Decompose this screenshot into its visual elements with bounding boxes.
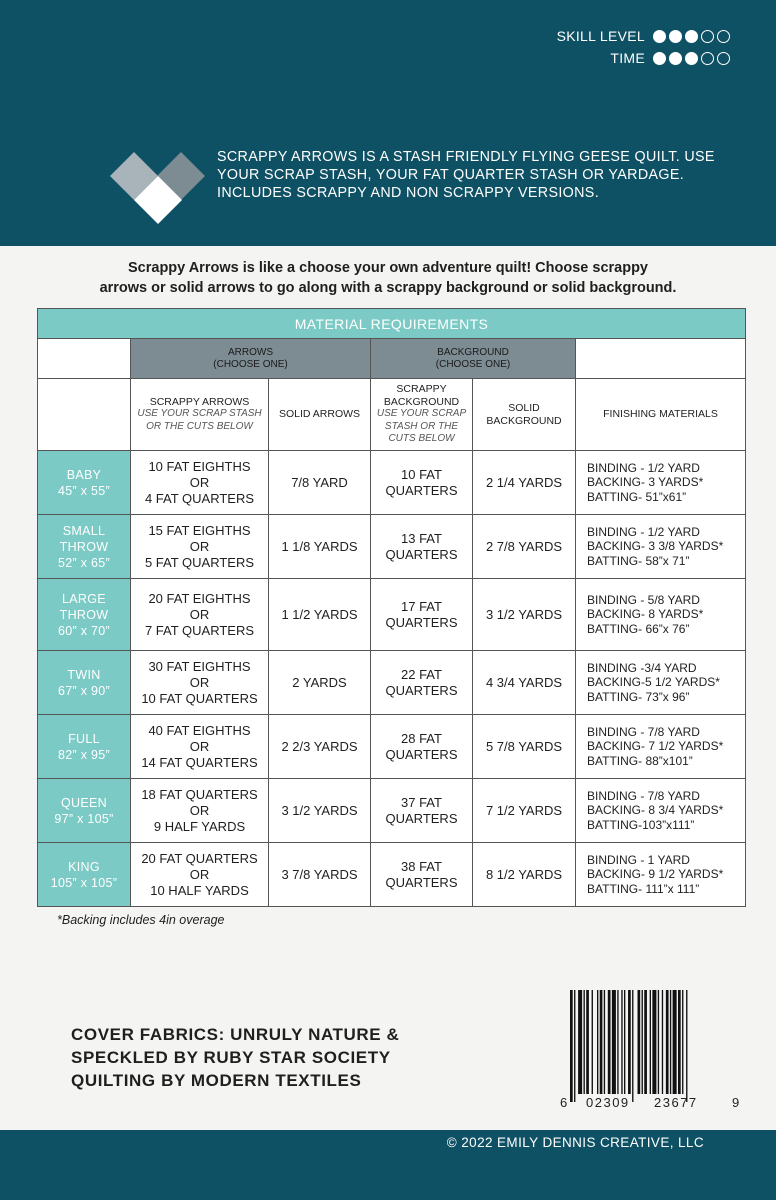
footer-banner [0, 1130, 776, 1200]
scrappy-arrows-cell-line: 14 FAT QUARTERS [141, 754, 258, 770]
finishing-materials-cell-line: BATTING- 111”x 111” [587, 881, 700, 896]
skill-dot-filled-icon [653, 30, 666, 43]
empty-cell [38, 339, 131, 379]
barcode-bar [662, 990, 663, 1094]
quilt-size-cell-line: SMALL [62, 523, 106, 538]
scrappy-arrows-cell-line: 30 FAT EIGHTHS [148, 658, 251, 674]
barcode-bar [673, 990, 677, 1094]
barcode-bar [586, 990, 589, 1094]
scrappy-arrows-cell [131, 843, 269, 907]
scrappy-background-cell-line: QUARTERS [385, 482, 458, 498]
barcode-bar [608, 990, 611, 1094]
scrappy-arrows-cell [131, 779, 269, 843]
finishing-materials-cell-line: BACKING- 8 3/4 YARDS* [587, 803, 724, 818]
finishing-materials-cell [576, 579, 746, 651]
skill-dot-filled-icon [669, 30, 682, 43]
copyright-text: © 2022 EMILY DENNIS CREATIVE, LLC [446, 1135, 704, 1150]
level-indicators [557, 26, 730, 70]
finishing-materials-cell [576, 843, 746, 907]
intro-line: arrows or solid arrows to go along with a scrappy background or solid background. [99, 280, 677, 296]
barcode-bar [621, 990, 622, 1094]
time-dot-empty-icon [701, 52, 714, 65]
time-row [557, 48, 730, 68]
scrappy-background-cell [371, 843, 473, 907]
description-line: SCRAPPY ARROWS IS A STASH FRIENDLY FLYING GEESE QUILT. USE [217, 149, 715, 165]
cover-line: COVER FABRICS: UNRULY NATURE & [71, 1025, 400, 1044]
finishing-materials-cell-line: BINDING - 1/2 YARD [587, 460, 700, 475]
finishing-materials-cell-line: BINDING - 7/8 YARD [587, 788, 700, 803]
solid-background-cell: 2 7/8 YARDS [473, 515, 576, 579]
quilt-size-cell [38, 515, 131, 579]
finishing-materials-cell-line: BACKING- 7 1/2 YARDS* [587, 739, 724, 754]
quilt-size-cell [38, 843, 131, 907]
solid-background-cell: 5 7/8 YARDS [473, 715, 576, 779]
col-header-label: SCRAPPY [396, 383, 447, 396]
scrappy-arrows-cell-line: 5 FAT QUARTERS [144, 554, 255, 570]
scrappy-arrows-cell [131, 715, 269, 779]
quilt-size-cell-line: KING [68, 859, 100, 874]
solid-arrows-cell: 1 1/2 YARDS [269, 579, 371, 651]
quilt-size-cell [38, 579, 131, 651]
finishing-materials-cell-line: BINDING - 5/8 YARD [587, 592, 700, 607]
scrappy-arrows-cell [131, 651, 269, 715]
quilt-size-cell [38, 651, 131, 715]
barcode-bar [617, 990, 618, 1094]
scrappy-arrows-cell-line: OR [189, 674, 210, 690]
barcode-bar [584, 990, 585, 1094]
quilt-description [217, 148, 737, 202]
finishing-materials-cell-line: BATTING- 88”x101” [587, 753, 693, 768]
barcode-bar [678, 990, 681, 1094]
col-header-note: USE YOUR SCRAP STASH [137, 408, 262, 420]
quilt-size-cell [38, 451, 131, 515]
table-row [38, 651, 746, 715]
skill-dot-empty-icon [701, 30, 714, 43]
arrows-group-label: ARROWS [228, 346, 273, 358]
col-header-finishing: FINISHING MATERIALS [576, 379, 746, 451]
scrappy-arrows-cell-line: 15 FAT EIGHTHS [148, 522, 251, 538]
barcode-group-2: 23677 [654, 1095, 698, 1110]
scrappy-background-cell-line: 22 FAT [401, 666, 442, 682]
scrappy-arrows-cell-line: 7 FAT QUARTERS [144, 622, 255, 638]
scrappy-background-cell-line: 13 FAT [401, 530, 442, 546]
table-row [38, 451, 746, 515]
quilt-size-cell-line: 45” x 55” [57, 483, 111, 498]
scrappy-arrows-cell-line: 9 HALF YARDS [153, 818, 246, 834]
col-header-note: STASH OR THE [384, 420, 459, 432]
cover-line: QUILTING BY MODERN TEXTILES [71, 1071, 362, 1090]
table-row [38, 715, 746, 779]
solid-arrows-cell: 1 1/8 YARDS [269, 515, 371, 579]
scrappy-arrows-cell [131, 579, 269, 651]
barcode-bar [628, 990, 631, 1094]
scrappy-background-cell-line: QUARTERS [385, 746, 458, 762]
barcode-bar [612, 990, 616, 1094]
skill-dot-filled-icon [685, 30, 698, 43]
background-group-header [371, 339, 576, 379]
barcode-bar [604, 990, 605, 1094]
intro-line: Scrappy Arrows is like a choose your own adventure quilt! Choose scrappy [128, 260, 648, 276]
scrappy-background-cell [371, 779, 473, 843]
quilt-size-cell-line: 52” x 65” [57, 555, 111, 570]
barcode-digit-right: 9 [732, 1095, 741, 1110]
scrappy-arrows-cell-line: OR [189, 474, 210, 490]
scrappy-arrows-cell-line: 10 HALF YARDS [150, 882, 249, 898]
table-row [38, 843, 746, 907]
finishing-materials-cell-line: BATTING- 51”x61” [587, 489, 687, 504]
time-dot-empty-icon [717, 52, 730, 65]
skill-level-row [557, 26, 730, 46]
skill-level-label: SKILL LEVEL [556, 28, 645, 44]
empty-cell [38, 379, 131, 451]
quilt-size-cell-line: TWIN [67, 667, 101, 682]
scrappy-background-cell-line: 10 FAT [401, 466, 442, 482]
finishing-materials-cell [576, 451, 746, 515]
col-header-note: CUTS BELOW [388, 433, 455, 445]
barcode-bar [650, 990, 651, 1094]
finishing-materials-cell [576, 651, 746, 715]
col-header-label: SCRAPPY ARROWS [149, 395, 250, 408]
time-dots [653, 52, 730, 65]
scrappy-background-cell-line: QUARTERS [385, 682, 458, 698]
scrappy-arrows-cell-line: OR [189, 538, 210, 554]
barcode-bar [578, 990, 582, 1094]
quilt-size-cell-line: 105” x 105” [50, 875, 118, 890]
solid-arrows-cell: 2 YARDS [269, 651, 371, 715]
solid-arrows-cell: 3 1/2 YARDS [269, 779, 371, 843]
scrappy-arrows-cell-line: OR [189, 606, 210, 622]
scrappy-background-cell [371, 651, 473, 715]
scrappy-background-cell-line: 38 FAT [401, 858, 442, 874]
finishing-materials-cell [576, 779, 746, 843]
col-header-label: BACKGROUND [486, 414, 562, 427]
scrappy-arrows-cell [131, 515, 269, 579]
col-header-solid-arrows: SOLID ARROWS [269, 379, 371, 451]
quilt-size-cell-line: QUEEN [61, 795, 107, 810]
quilt-size-cell-line: THROW [59, 607, 109, 622]
quilt-size-cell [38, 779, 131, 843]
finishing-materials-cell-line: BACKING- 3 YARDS* [587, 475, 704, 490]
finishing-materials-cell-line: BINDING - 7/8 YARD [587, 724, 700, 739]
quilt-size-cell-line: FULL [68, 731, 100, 746]
finishing-materials-cell [576, 715, 746, 779]
finishing-materials-cell-line: BINDING - 1/2 YARD [587, 524, 700, 539]
scrappy-background-cell-line: 17 FAT [401, 598, 442, 614]
scrappy-arrows-cell [131, 451, 269, 515]
arrows-group-header [131, 339, 371, 379]
col-header-note: OR THE CUTS BELOW [146, 420, 253, 432]
header-banner [0, 0, 776, 246]
scrappy-background-cell-line: 37 FAT [401, 794, 442, 810]
barcode-bar [682, 990, 683, 1094]
time-dot-filled-icon [685, 52, 698, 65]
description-line: YOUR SCRAP STASH, YOUR FAT QUARTER STASH OR YARDAGE. [217, 167, 685, 183]
finishing-materials-cell-line: BACKING- 3 3/8 YARDS* [587, 539, 724, 554]
col-header-label: BACKGROUND [383, 395, 460, 408]
table-body [38, 451, 746, 907]
col-header-label: SOLID [508, 402, 540, 414]
scrappy-arrows-cell-line: OR [189, 738, 210, 754]
quilt-size-cell-line: 67” x 90” [57, 683, 111, 698]
finishing-materials-cell-line: BACKING- 9 1/2 YARDS* [587, 867, 724, 882]
finishing-materials-cell-line: BATTING- 58”x 71” [587, 553, 690, 568]
scrappy-arrows-cell-line: 4 FAT QUARTERS [144, 490, 255, 506]
scrappy-background-cell [371, 515, 473, 579]
barcode-bar [597, 990, 598, 1094]
solid-background-cell: 3 1/2 YARDS [473, 579, 576, 651]
arrows-group-sub: (CHOOSE ONE) [213, 358, 288, 370]
empty-cell [576, 339, 746, 379]
finishing-materials-cell-line: BACKING- 8 YARDS* [587, 607, 704, 622]
quilt-size-cell [38, 715, 131, 779]
intro-text [40, 258, 736, 298]
quilt-size-cell-line: 97” x 105” [54, 811, 114, 826]
solid-background-cell: 8 1/2 YARDS [473, 843, 576, 907]
quilt-size-cell-line: THROW [59, 539, 109, 554]
scrappy-background-cell-line: 28 FAT [401, 730, 442, 746]
barcode-group-1: 02309 [586, 1095, 630, 1110]
table-row [38, 515, 746, 579]
skill-dot-empty-icon [717, 30, 730, 43]
cover-credits [71, 1023, 399, 1092]
solid-arrows-cell: 7/8 YARD [269, 451, 371, 515]
scrappy-arrows-cell-line: OR [189, 802, 210, 818]
barcode-bars-icon [570, 990, 730, 1102]
scrappy-arrows-cell-line: 10 FAT QUARTERS [141, 690, 258, 706]
cover-line: SPECKLED BY RUBY STAR SOCIETY [71, 1048, 391, 1067]
scrappy-background-cell [371, 451, 473, 515]
quilt-size-cell-line: BABY [66, 467, 102, 482]
solid-background-cell: 4 3/4 YARDS [473, 651, 576, 715]
finishing-materials-cell-line: BINDING - 1 YARD [587, 852, 690, 867]
barcode-bar [632, 990, 633, 1102]
barcode [560, 990, 740, 1118]
col-header-solid-background [473, 379, 576, 451]
table-row [38, 579, 746, 651]
barcode-bar [658, 990, 659, 1094]
material-requirements-table [37, 308, 746, 907]
backing-footnote: *Backing includes 4in overage [57, 913, 225, 927]
barcode-bar [670, 990, 671, 1094]
quilt-size-cell-line: 82” x 95” [57, 747, 111, 762]
scrappy-background-cell-line: QUARTERS [385, 614, 458, 630]
solid-arrows-cell: 2 2/3 YARDS [269, 715, 371, 779]
scrappy-background-cell [371, 715, 473, 779]
barcode-bar [624, 990, 625, 1094]
barcode-bar [642, 990, 643, 1094]
finishing-materials-cell-line: BATTING- 66”x 76” [587, 621, 690, 636]
barcode-bar [592, 990, 593, 1094]
time-dot-filled-icon [653, 52, 666, 65]
col-header-scrappy-background [371, 379, 473, 451]
barcode-bar [686, 990, 687, 1102]
barcode-bar [652, 990, 656, 1094]
barcode-bar [644, 990, 647, 1094]
skill-level-dots [653, 30, 730, 43]
scrappy-background-cell-line: QUARTERS [385, 546, 458, 562]
barcode-bar [570, 990, 573, 1102]
col-header-note: USE YOUR SCRAP [376, 408, 467, 420]
finishing-materials-cell-line: BATTING- 73”x 96” [587, 689, 690, 704]
col-header-scrappy-arrows [131, 379, 269, 451]
scrappy-arrows-cell-line: OR [189, 866, 210, 882]
scrappy-background-cell-line: QUARTERS [385, 874, 458, 890]
quilt-size-cell-line: 60” x 70” [57, 623, 111, 638]
barcode-digit-left: 6 [560, 1095, 569, 1110]
scrappy-arrows-cell-line: 10 FAT EIGHTHS [148, 458, 251, 474]
time-label: TIME [610, 50, 645, 66]
scrappy-arrows-cell-line: 20 FAT EIGHTHS [148, 590, 251, 606]
heart-logo-icon [110, 152, 205, 227]
quilt-size-cell-line: LARGE [62, 591, 106, 606]
barcode-bar [666, 990, 669, 1094]
table-title: MATERIAL REQUIREMENTS [38, 309, 746, 339]
scrappy-arrows-cell-line: 40 FAT EIGHTHS [148, 722, 251, 738]
finishing-materials-cell-line: BACKING-5 1/2 YARDS* [587, 675, 720, 690]
background-group-sub: (CHOOSE ONE) [435, 358, 511, 370]
barcode-bar [600, 990, 603, 1094]
finishing-materials-cell [576, 515, 746, 579]
table-row [38, 779, 746, 843]
description-line: INCLUDES SCRAPPY AND NON SCRAPPY VERSIONS. [217, 185, 600, 201]
scrappy-arrows-cell-line: 20 FAT QUARTERS [141, 850, 258, 866]
finishing-materials-cell-line: BINDING -3/4 YARD [587, 660, 697, 675]
scrappy-background-cell [371, 579, 473, 651]
background-group-label: BACKGROUND [437, 346, 509, 358]
time-dot-filled-icon [669, 52, 682, 65]
barcode-bar [638, 990, 641, 1094]
barcode-bar [574, 990, 575, 1102]
solid-background-cell: 2 1/4 YARDS [473, 451, 576, 515]
finishing-materials-cell-line: BATTING-103”x111” [587, 817, 695, 832]
scrappy-background-cell-line: QUARTERS [385, 810, 458, 826]
solid-arrows-cell: 3 7/8 YARDS [269, 843, 371, 907]
scrappy-arrows-cell-line: 18 FAT QUARTERS [141, 786, 258, 802]
solid-background-cell: 7 1/2 YARDS [473, 779, 576, 843]
